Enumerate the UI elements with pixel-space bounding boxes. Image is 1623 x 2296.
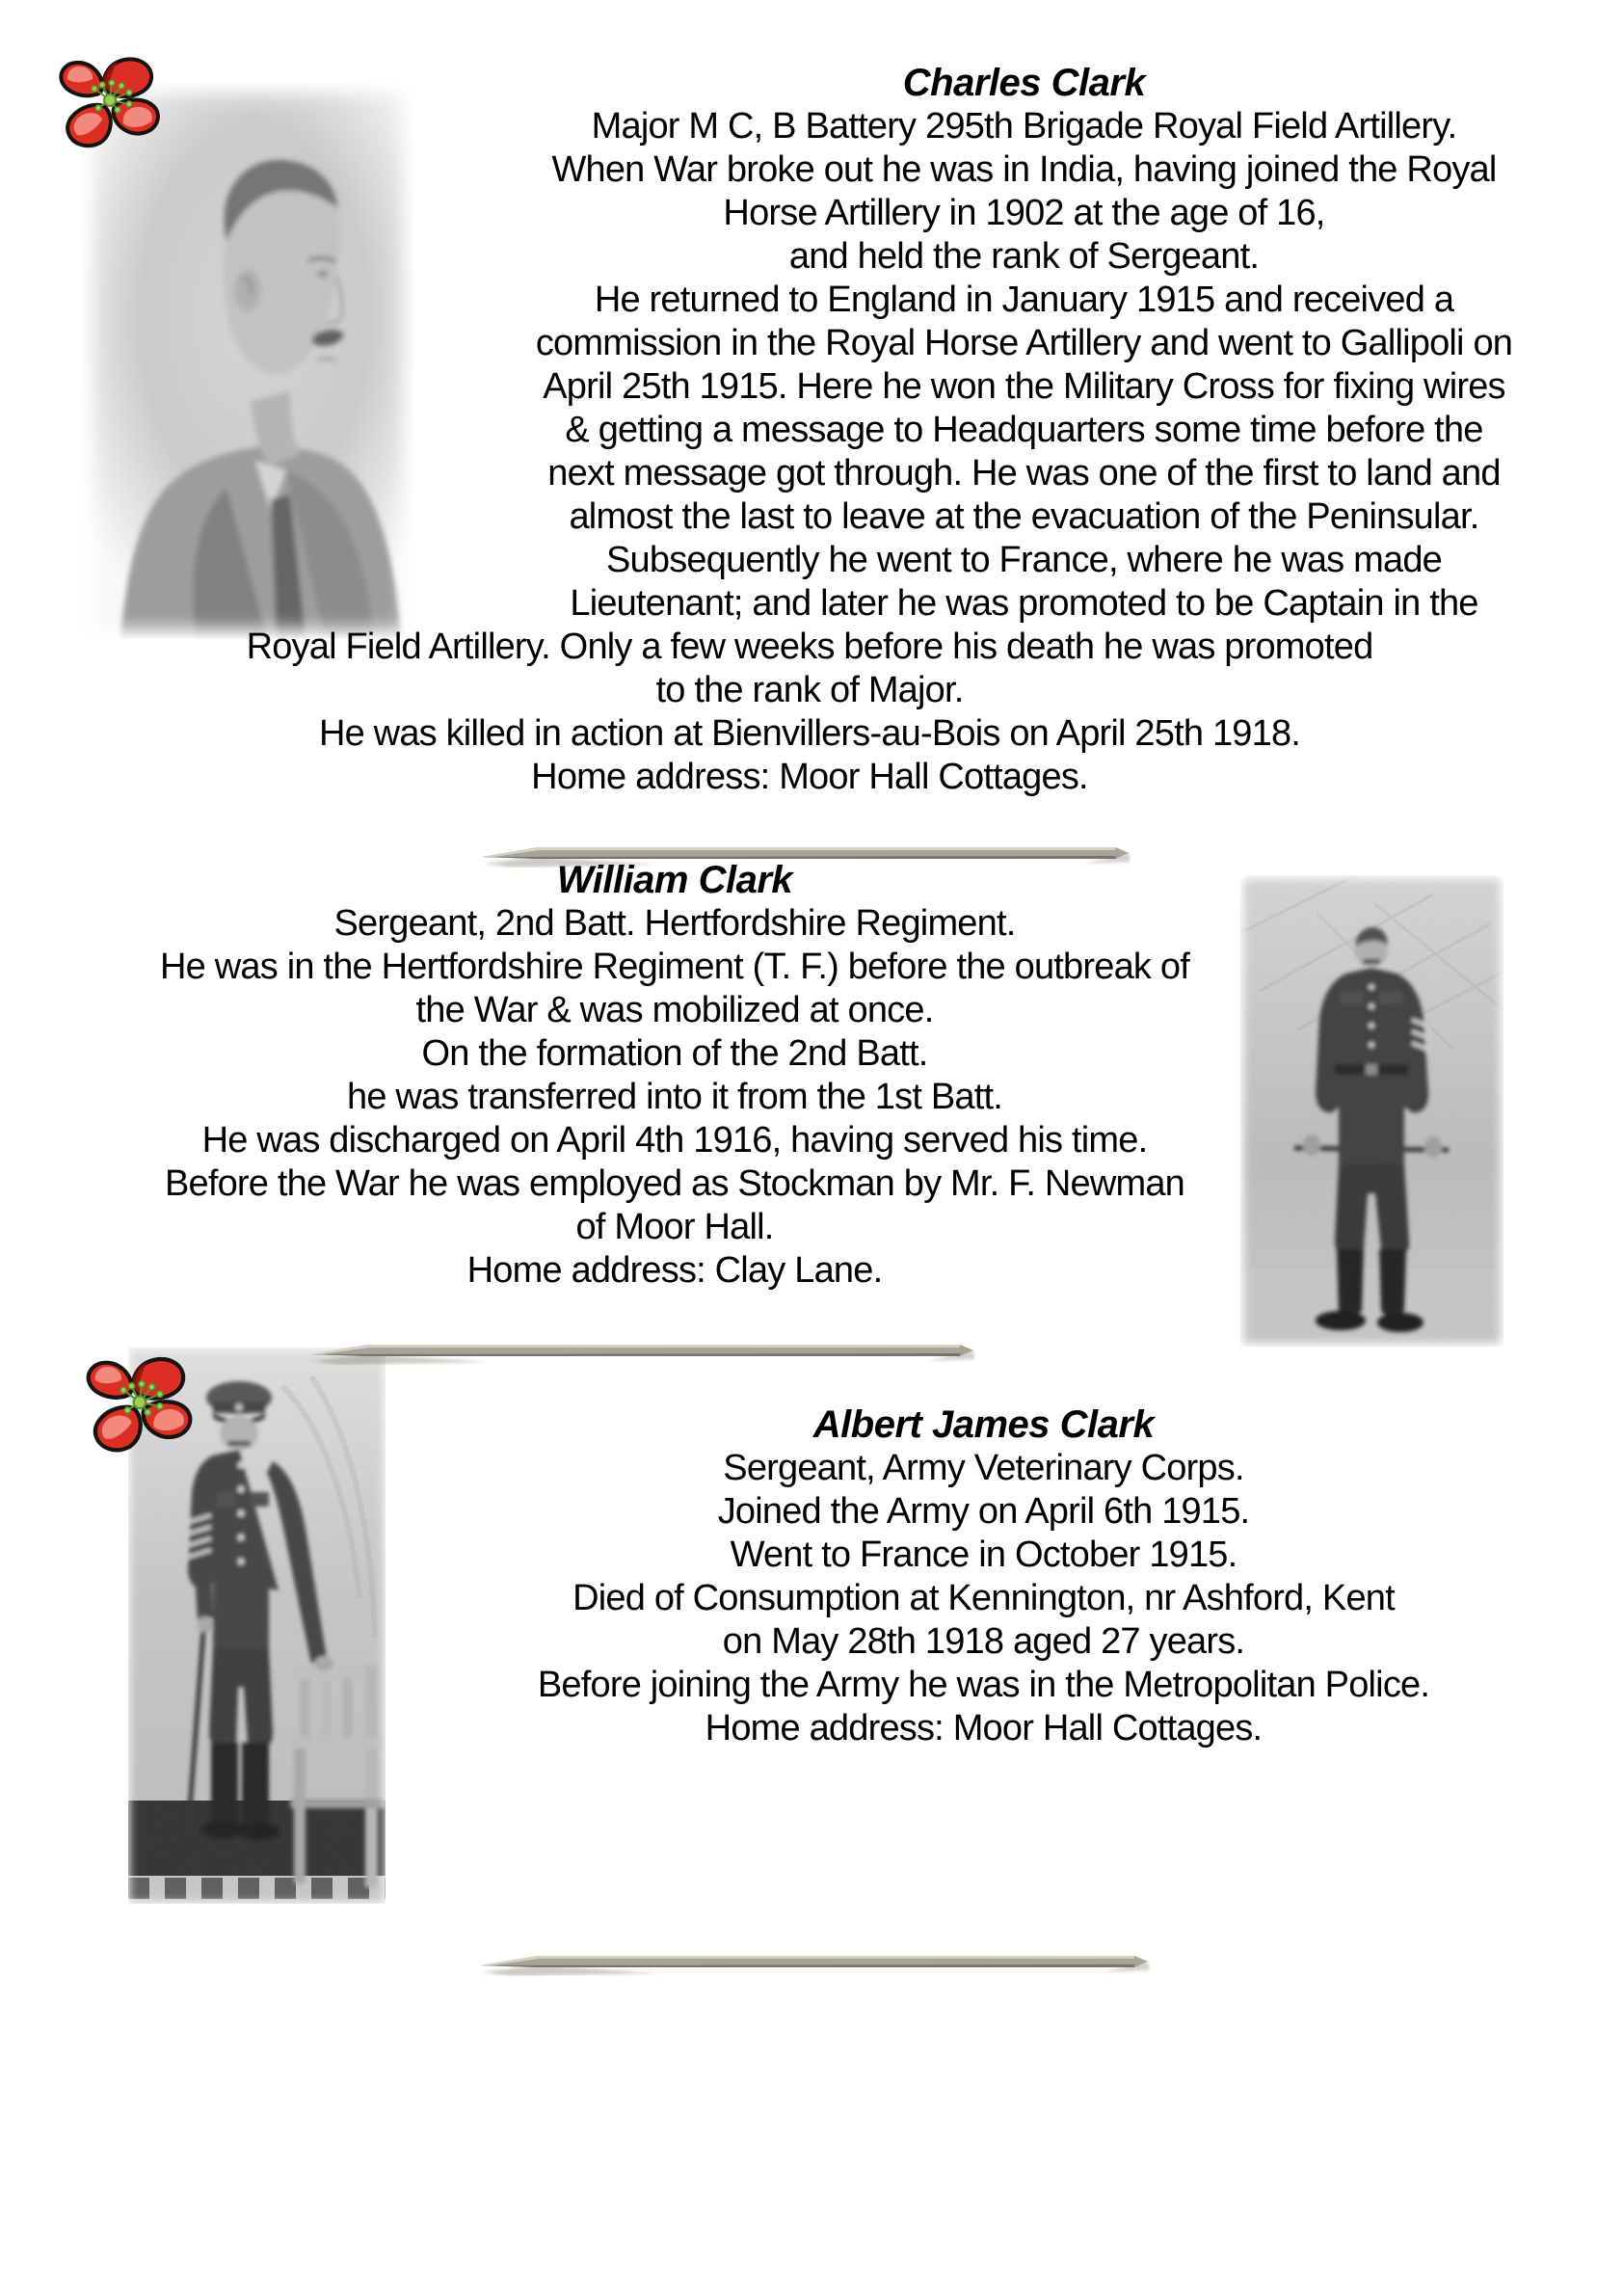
bio-line: Before joining the Army he was in the Metropolitan Police. (537, 1665, 1430, 1705)
bio-line: Before the War he was employed as Stockman by Mr. F. Newman (164, 1163, 1185, 1204)
section-albert-james-clark (384, 1403, 1583, 1750)
pencil-divider (478, 1951, 1150, 1976)
section-charles-clark (10, 62, 1610, 799)
bio-line: commission in the Royal Horse Artillery and went to Gallipoli on (535, 323, 1513, 363)
bio-line: Royal Field Artillery. Only a few weeks before his death he was promoted (246, 627, 1373, 667)
bio-line: Went to France in October 1915. (730, 1535, 1237, 1575)
bio-line: Horse Artillery in 1902 at the age of 16, (723, 193, 1325, 233)
bio-line: Home address: Moor Hall Cottages. (531, 757, 1088, 797)
bio-line: Subsequently he went to France, where he was made (606, 540, 1442, 580)
bio-line: Major M C, B Battery 295th Brigade Royal Field Artillery. (591, 106, 1457, 147)
bio-line: next message got through. He was one of the first to land and (547, 453, 1501, 494)
bio-line: of Moor Hall. (575, 1207, 774, 1247)
bio-line: Sergeant, 2nd Batt. Hertfordshire Regiment. (333, 903, 1016, 944)
bio-line: April 25th 1915. Here he won the Military Cross for fixing wires (543, 366, 1505, 407)
person-name-heading: William Clark (556, 859, 793, 901)
bio-line: He returned to England in January 1915 and received a (594, 280, 1454, 320)
bio-line: on May 28th 1918 aged 27 years. (722, 1621, 1245, 1662)
pencil-divider (308, 1340, 975, 1365)
bio-line: On the formation of the 2nd Batt. (421, 1033, 928, 1074)
bio-line: He was in the Hertfordshire Regiment (T. F.) before the outbreak of (160, 947, 1189, 987)
poppy-icon (81, 1353, 202, 1461)
bio-line: Died of Consumption at Kennington, nr Ashford, Kent (572, 1578, 1395, 1618)
bio-line: Lieutenant; and later he was promoted to be Captain in the (570, 583, 1478, 624)
bio-line: Sergeant, Army Veterinary Corps. (723, 1448, 1244, 1488)
bio-lines (53, 902, 1296, 1293)
bio-line: and held the rank of Sergeant. (788, 236, 1260, 277)
person-name-heading: Charles Clark (902, 62, 1146, 104)
bio-line: & getting a message to Headquarters some time before the (565, 410, 1483, 450)
bio-lines (384, 1447, 1583, 1750)
bio-line: Joined the Army on April 6th 1915. (717, 1491, 1250, 1532)
section-william-clark (53, 859, 1296, 1293)
person-name-heading: Albert James Clark (812, 1403, 1155, 1446)
poppy-icon (53, 54, 171, 156)
bio-line: He was discharged on April 4th 1916, having served his time. (201, 1120, 1148, 1161)
bio-line: When War broke out he was in India, having joined the Royal (551, 149, 1497, 190)
bio-line: he was transferred into it from the 1st Batt. (347, 1077, 1002, 1117)
bio-line: to the rank of Major. (655, 670, 964, 710)
bio-line: the War & was mobilized at once. (415, 990, 934, 1030)
bio-line: Home address: Clay Lane. (466, 1250, 883, 1291)
bio-line: almost the last to leave at the evacuation of the Peninsular. (569, 496, 1479, 537)
bio-line: He was killed in action at Bienvillers-au-Bois on April 25th 1918. (318, 713, 1301, 754)
bio-line: Home address: Moor Hall Cottages. (705, 1708, 1263, 1749)
